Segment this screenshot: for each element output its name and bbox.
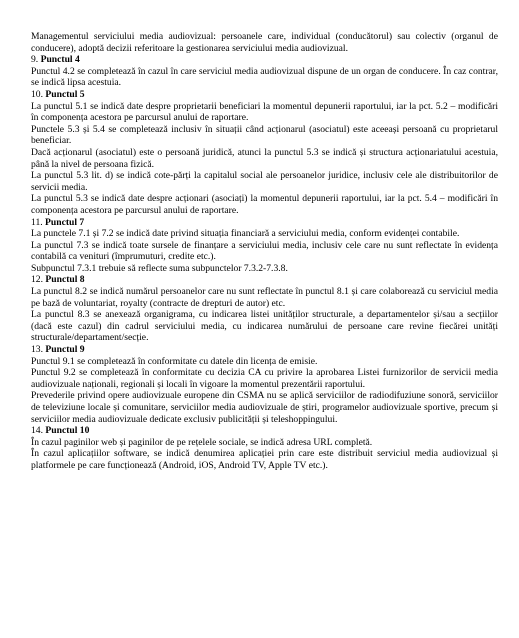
section-number: 10. bbox=[31, 88, 43, 100]
section-number: 11. bbox=[31, 216, 43, 228]
paragraph: La punctul 5.1 se indică date despre proprietarii beneficiari la momentul depunerii raportului, iar la pct. 5.2 – modificări în componența acestora pe parcursul anului de raportare. bbox=[31, 100, 498, 124]
section-number: 14. bbox=[31, 425, 43, 437]
paragraph: Dacă acționarul (asociatul) este o persoană juridică, atunci la punctul 5.3 se indică și structura acționariatului acestuia, până la nivel de persoana fizică. bbox=[31, 146, 498, 170]
section-title: Punctul 7 bbox=[45, 216, 85, 228]
paragraph: Punctul 4.2 se completează în cazul în care serviciul media audiovizual dispune de un organ de conducere. În caz contrar, se indică lipsa acestuia. bbox=[31, 65, 498, 89]
paragraph: La punctele 7.1 și 7.2 se indică date privind situația financiară a serviciului media, conform evidenței contabile. bbox=[31, 228, 460, 240]
paragraph: La punctul 7.3 se indică toate sursele de finanțare a serviciului media, inclusiv cele care nu sunt reflectate în evidența contabilă ca venituri (împrumuturi, credite etc.). bbox=[31, 239, 498, 263]
paragraph: Punctul 9.2 se completează în conformitate cu decizia CA cu privire la aprobarea Listei furnizorilor de servicii media audiovizuale naționali, regionali și locali în vigoare la momentul prezentării raportului. bbox=[31, 367, 498, 390]
section-heading-11 bbox=[31, 217, 498, 229]
document-body bbox=[31, 31, 498, 472]
section-heading-14 bbox=[31, 425, 498, 437]
paragraph: La punctul 8.2 se indică numărul persoanelor care nu sunt reflectate în punctul 8.1 și care colaborează cu serviciul media pe bază de voluntariat, royalty (contracte de drepturi de autor) etc. bbox=[31, 286, 498, 309]
section-number: 9. bbox=[31, 54, 39, 66]
section-heading-13 bbox=[31, 344, 498, 356]
section-title: Punctul 5 bbox=[45, 88, 85, 100]
section-heading-9 bbox=[31, 54, 498, 66]
paragraph: În cazul paginilor web și paginilor de pe rețelele sociale, se indică adresa URL completă. bbox=[31, 436, 373, 448]
section-number: 12. bbox=[31, 274, 43, 286]
paragraph: La punctul 5.3 lit. d) se indică cote-părți la capitalul social ale persoanelor juridice, inclusiv cele ale distribuitorilor de servicii media. bbox=[31, 170, 498, 193]
paragraph: Punctele 5.3 și 5.4 se completează inclusiv în situații când acționarul (asociatul) este aceeași persoană cu proprietarul beneficiar. bbox=[31, 123, 498, 147]
section-title: Punctul 10 bbox=[45, 425, 90, 437]
paragraph: Prevederile privind opere audiovizuale europene din CSMA nu se aplică serviciilor de radiodifuziune sonoră, serviciilor de televiziune locale și comunitare, serviciilor media audiovizuale de știri, programelor audiovizuale sportive, precum și serviciilor media audiovizuale dedicate exclusiv publicității și teleshoppingului. bbox=[31, 390, 498, 425]
section-title: Punctul 4 bbox=[40, 54, 80, 66]
paragraph: Subpunctul 7.3.1 trebuie să reflecte suma subpunctelor 7.3.2-7.3.8. bbox=[31, 262, 288, 274]
paragraph: La punctul 8.3 se anexează organigrama, cu indicarea listei unităților structurale, a departamentelor și/sau a secțiilor (dacă este cazul) din cadrul serviciului media, cu indicarea numărului de persoane care revine fiecărei unități structurale/departament/secție. bbox=[31, 309, 498, 344]
section-number: 13. bbox=[31, 344, 43, 356]
paragraph: La punctul 5.3 se indică date despre acționari (asociați) la momentul depunerii raportului, iar la pct. 5.4 – modificări în componența acestora pe parcursul anului de raportare. bbox=[31, 193, 498, 216]
paragraph-managementul: Managementul serviciului media audiovizual: persoanele care, individual (conducătorul) sau colectiv (organul de conducere), adoptă decizii referitoare la gestionarea serviciului media audiovizual. bbox=[31, 31, 498, 54]
paragraph: Punctul 9.1 se completează în conformitate cu datele din licența de emisie. bbox=[31, 355, 318, 367]
section-title: Punctul 9 bbox=[45, 344, 85, 356]
section-heading-12 bbox=[31, 274, 498, 286]
section-title: Punctul 8 bbox=[45, 274, 85, 286]
paragraph: În cazul aplicațiilor software, se indică denumirea aplicației prin care este distribuit serviciul media audiovizual și platformele pe care funcționează (Android, iOS, Android TV, Apple TV etc.). bbox=[31, 448, 498, 471]
section-heading-10 bbox=[31, 89, 498, 101]
